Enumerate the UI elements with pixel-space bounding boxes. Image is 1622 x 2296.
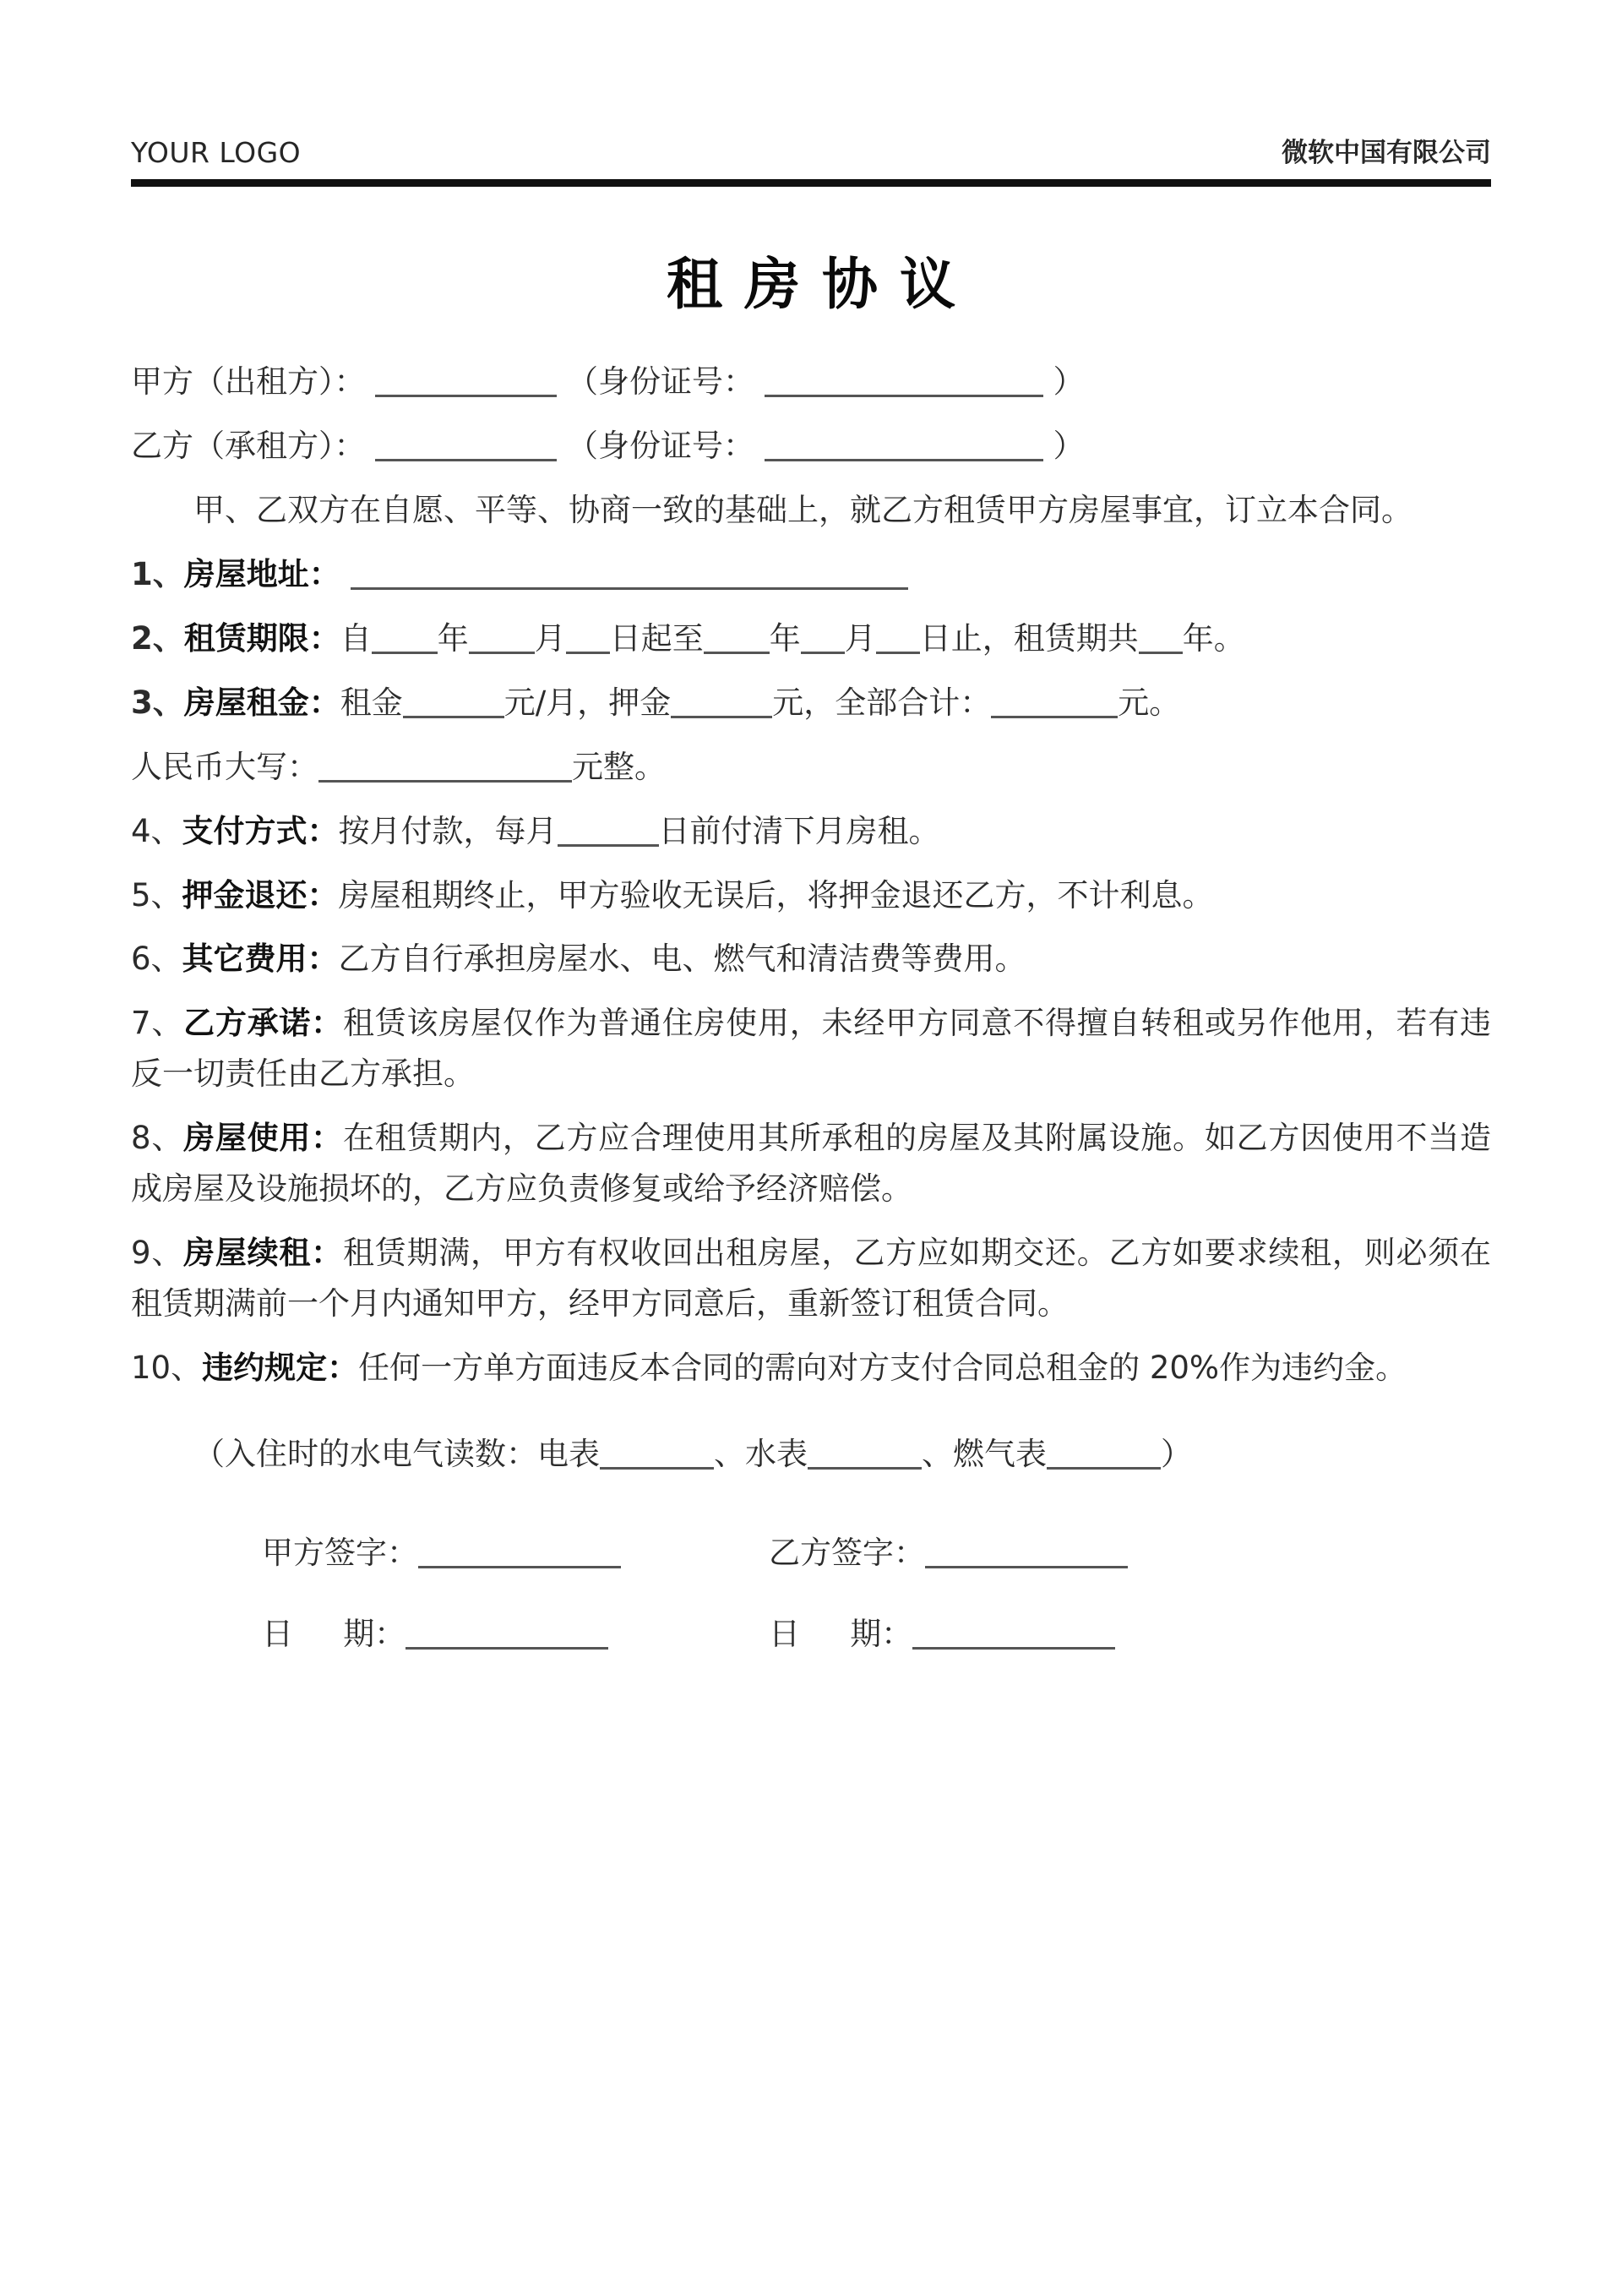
clause-8-number: 8、 — [131, 1120, 184, 1157]
clause-2-start-month-blank[interactable] — [469, 652, 535, 654]
clause-3-text-1: 租金 — [340, 684, 403, 721]
clause-3-deposit-blank[interactable] — [671, 716, 772, 718]
clause-2-end-month-blank[interactable] — [801, 652, 845, 654]
party-a-date-suffix: 期： — [343, 1615, 406, 1652]
party-b-line — [131, 421, 1491, 472]
clause-3-text-3: 元，全部合计： — [772, 684, 992, 721]
clause-2-text-6: 月 — [844, 619, 876, 657]
party-a-signature-blank[interactable] — [418, 1566, 621, 1568]
clause-4-number: 4、 — [131, 812, 182, 849]
clause-6-number: 6、 — [131, 941, 182, 978]
party-b-date-cell — [769, 1608, 1276, 1654]
clause-2-end-year-blank[interactable] — [704, 652, 770, 654]
clause-4 — [131, 806, 1491, 857]
clause-2-text-1: 自 — [340, 619, 372, 657]
preamble-paragraph: 甲、乙双方在自愿、平等、协商一致的基础上，就乙方租赁甲方房屋事宜，订立本合同。 — [193, 491, 1412, 528]
document-header — [131, 0, 1491, 169]
rmb-label: 人民币大写： — [131, 748, 318, 785]
clause-2-text-3: 月 — [534, 619, 566, 657]
party-b-id-close: ） — [1053, 427, 1085, 464]
party-b-date-prefix: 日 — [769, 1615, 800, 1652]
party-b-id-open: （身份证号： — [567, 427, 755, 464]
clause-2-text-5: 年 — [769, 619, 801, 657]
signature-area — [131, 1527, 1491, 1654]
clause-9 — [131, 1228, 1491, 1329]
meter-readings-line — [131, 1429, 1491, 1480]
clause-5-number: 5、 — [131, 876, 182, 913]
clause-2-text-8: 年。 — [1182, 619, 1245, 657]
rmb-amount-blank[interactable] — [318, 780, 572, 783]
meter-open-text: （入住时的水电气读数：电表 — [193, 1435, 600, 1472]
clause-10-text: 任何一方单方面违反本合同的需向对方支付合同总租金的 20%作为违约金。 — [358, 1350, 1407, 1386]
clause-9-title: 房屋续租： — [183, 1235, 343, 1272]
party-a-signature-cell — [262, 1527, 769, 1573]
party-a-id-blank[interactable] — [765, 395, 1043, 397]
clause-2-end-day-blank[interactable] — [876, 652, 920, 654]
clause-3-text-2: 元/月，押金 — [503, 684, 672, 721]
clause-8-text: 在租赁期内，乙方应合理使用其所承租的房屋及其附属设施。如乙方因使用不当造成房屋及设施损坏的，乙方应负责修复或给予经济赔偿。 — [131, 1120, 1492, 1208]
clause-3-title: 房屋租金： — [183, 684, 340, 721]
gas-meter-blank[interactable] — [1047, 1467, 1161, 1470]
party-a-id-close: ） — [1053, 363, 1085, 400]
clause-2 — [131, 614, 1491, 664]
company-logo-text: YOUR LOGO — [131, 136, 302, 169]
clause-6-text: 乙方自行承担房屋水、电、燃气和清洁费等费用。 — [338, 941, 1026, 978]
clause-4-payday-blank[interactable] — [558, 844, 659, 847]
clause-3-rent-blank[interactable] — [403, 716, 504, 718]
clause-10 — [131, 1343, 1491, 1393]
clause-3-text-4: 元。 — [1118, 684, 1181, 721]
clause-2-text-2: 年 — [437, 619, 469, 657]
clause-2-number: 2、 — [131, 619, 184, 657]
clause-3 — [131, 678, 1491, 728]
header-divider-rule — [131, 179, 1491, 187]
clause-7-title: 乙方承诺： — [183, 1005, 343, 1042]
clause-10-title: 违约规定： — [202, 1350, 359, 1386]
party-a-date-blank[interactable] — [406, 1647, 608, 1650]
clause-5 — [131, 870, 1491, 921]
party-b-signature-label: 乙方签字： — [769, 1534, 925, 1571]
clause-3-total-blank[interactable] — [991, 716, 1118, 718]
clause-6-title: 其它费用： — [182, 941, 339, 978]
meter-close-text: ） — [1161, 1435, 1192, 1472]
clause-1 — [131, 549, 1491, 600]
party-b-signature-blank[interactable] — [925, 1566, 1128, 1568]
party-b-date-suffix: 期： — [850, 1615, 913, 1652]
company-name: 微软中国有限公司 — [1282, 138, 1491, 168]
clause-8 — [131, 1113, 1491, 1214]
rmb-suffix: 元整。 — [572, 748, 666, 785]
clause-4-text-1: 按月付款，每月 — [338, 812, 558, 849]
party-a-line — [131, 357, 1491, 407]
clause-4-title: 支付方式： — [182, 812, 339, 849]
rmb-amount-line — [131, 742, 1491, 793]
party-a-date-cell — [262, 1608, 769, 1654]
clause-2-text-4: 日起至 — [609, 619, 704, 657]
clause-7 — [131, 998, 1491, 1099]
clause-5-title: 押金退还： — [182, 876, 339, 913]
party-b-name-blank[interactable] — [375, 459, 557, 461]
clause-9-text: 租赁期满，甲方有权收回出租房屋，乙方应如期交还。乙方如要求续租，则必须在租赁期满前一个月内通知甲方，经甲方同意后，重新签订租赁合同。 — [131, 1235, 1492, 1323]
party-b-label: 乙方（承租方）： — [131, 427, 366, 464]
clause-1-number: 1、 — [131, 555, 184, 592]
party-b-signature-cell — [769, 1527, 1276, 1573]
clause-2-total-years-blank[interactable] — [1139, 652, 1183, 654]
clause-7-number: 7、 — [131, 1005, 184, 1042]
clause-7-text: 租赁该房屋仅作为普通住房使用，未经甲方同意不得擅自转租或另作他用，若有违反一切责任由乙方承担。 — [131, 1005, 1492, 1093]
clause-2-title: 租赁期限： — [183, 619, 340, 657]
party-b-id-blank[interactable] — [765, 459, 1043, 461]
water-meter-blank[interactable] — [808, 1467, 922, 1470]
party-a-signature-label: 甲方签字： — [262, 1534, 418, 1571]
clause-8-title: 房屋使用： — [183, 1120, 343, 1157]
clause-10-number: 10、 — [131, 1350, 203, 1386]
clause-5-text: 房屋租期终止，甲方验收无误后，将押金退还乙方，不计利息。 — [338, 876, 1214, 913]
clause-2-start-year-blank[interactable] — [372, 652, 438, 654]
clause-1-title: 房屋地址： — [183, 555, 340, 592]
party-a-id-open: （身份证号： — [567, 363, 755, 400]
clause-3-number: 3、 — [131, 684, 184, 721]
clause-6 — [131, 934, 1491, 984]
page-title: 租房协议 — [667, 252, 977, 317]
electric-meter-blank[interactable] — [600, 1467, 714, 1470]
party-a-name-blank[interactable] — [375, 395, 557, 397]
party-b-date-blank[interactable] — [912, 1647, 1115, 1650]
document-body — [131, 357, 1491, 1480]
meter-separator-2: 、燃气表 — [922, 1435, 1047, 1472]
party-a-date-prefix: 日 — [262, 1615, 293, 1652]
signature-row — [131, 1527, 1491, 1573]
date-row — [131, 1608, 1491, 1654]
clause-2-start-day-blank[interactable] — [566, 652, 610, 654]
clause-1-address-blank[interactable] — [351, 587, 908, 590]
party-a-label: 甲方（出租方）： — [131, 363, 366, 400]
meter-separator-1: 、水表 — [714, 1435, 808, 1472]
clause-4-text-2: 日前付清下月房租。 — [658, 812, 940, 849]
clause-9-number: 9、 — [131, 1235, 184, 1272]
clause-2-text-7: 日止，租赁期共 — [919, 619, 1139, 657]
